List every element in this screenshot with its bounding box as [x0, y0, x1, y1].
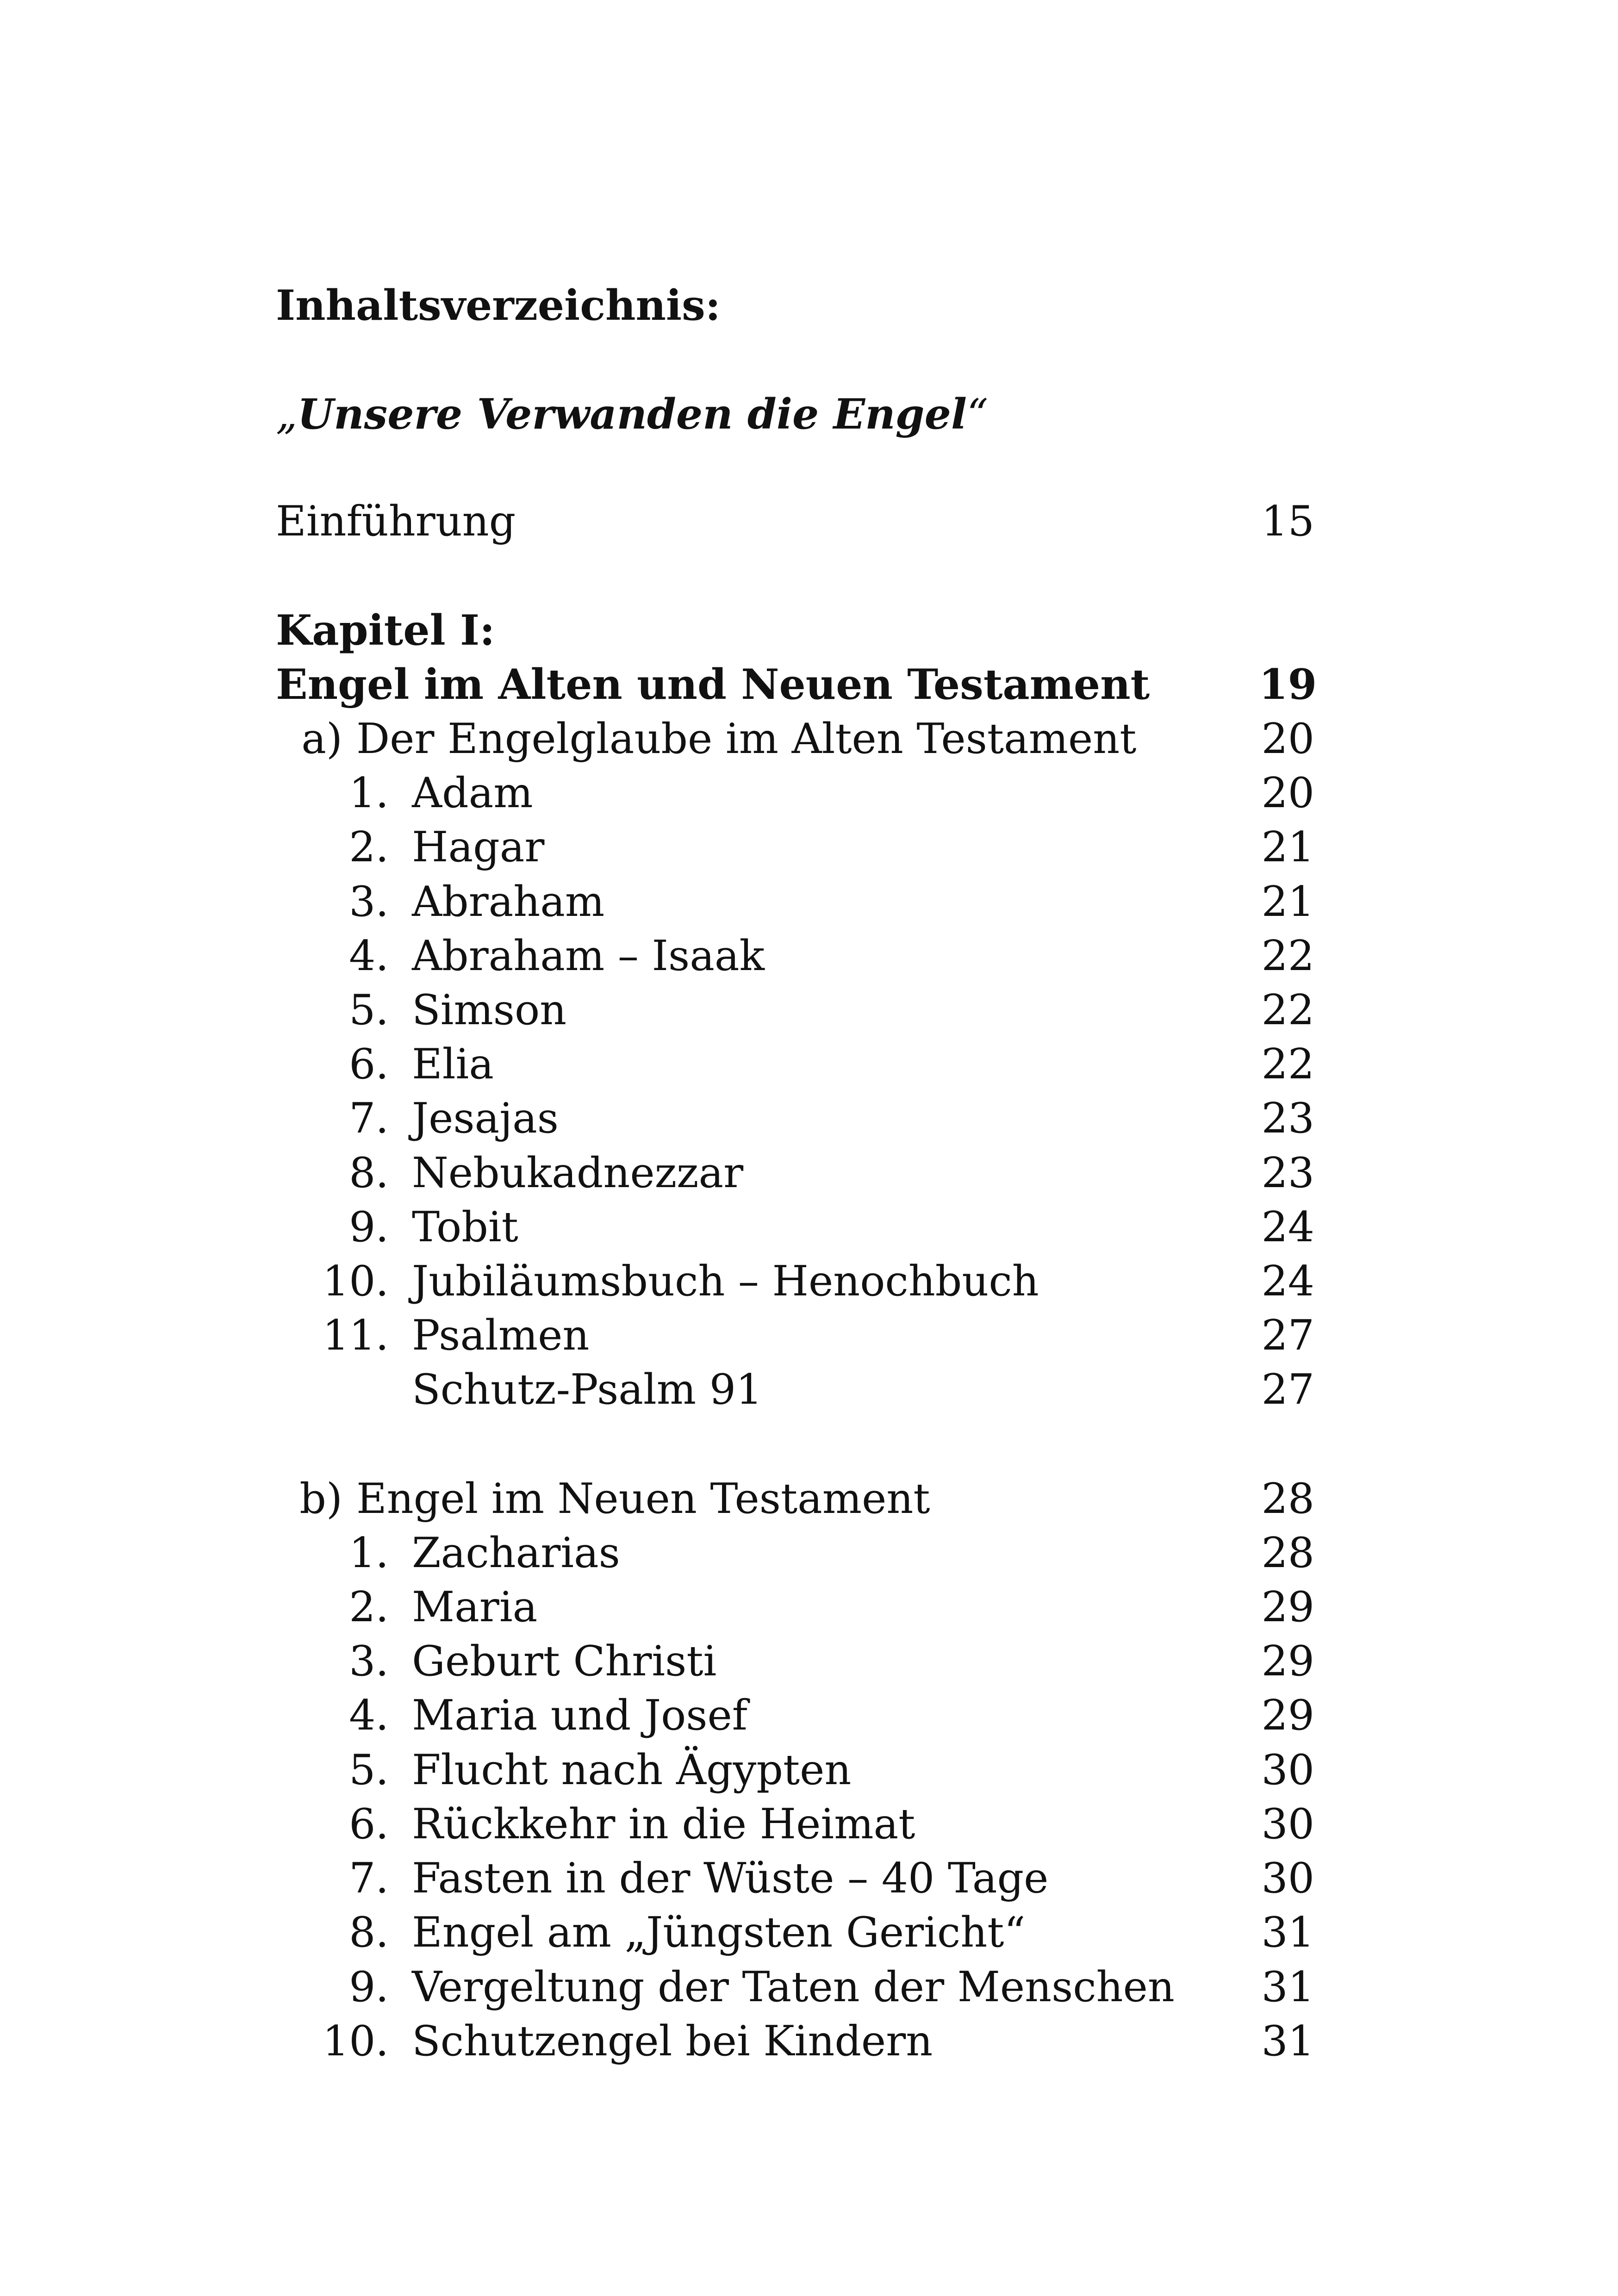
- toc-entry-page-number: 24: [1261, 1257, 1314, 1306]
- toc-entry-page-number: 30: [1261, 1854, 1314, 1903]
- toc-entry-number: 9.: [349, 1203, 389, 1251]
- toc-entry-label: Adam: [412, 769, 533, 817]
- toc-entry-label: Jubiläumsbuch – Henochbuch: [412, 1257, 1039, 1306]
- toc-entry: [0, 1688, 1618, 1743]
- toc-entry-page-number: 21: [1261, 877, 1314, 926]
- toc-entry-number: 7.: [349, 1854, 389, 1903]
- toc-entry-number: 11.: [322, 1311, 389, 1360]
- toc-entry: [0, 983, 1618, 1038]
- toc-entry: [0, 1580, 1618, 1635]
- toc-entry-page-number: 29: [1261, 1691, 1314, 1740]
- toc-entry-label: Simson: [412, 986, 567, 1034]
- toc-entry-label: Vergeltung der Taten der Menschen: [412, 1963, 1175, 2011]
- toc-entry-number: 1.: [349, 769, 389, 817]
- toc-entry: [0, 1960, 1618, 2015]
- toc-entry-page-number: 30: [1261, 1800, 1314, 1848]
- toc-entry: [0, 657, 1618, 712]
- toc-entry-page-number: 22: [1261, 1040, 1314, 1089]
- toc-entry-number: b): [299, 1475, 342, 1523]
- toc-entry-number: 10.: [322, 1257, 389, 1306]
- toc-entry-page-number: 31: [1261, 1963, 1314, 2011]
- toc-entry: [0, 1743, 1618, 1798]
- toc-entry-label: Einführung: [276, 497, 516, 546]
- toc-entry-number: 8.: [349, 1908, 389, 1957]
- toc-entry-number: 4.: [349, 932, 389, 980]
- toc-entry-number: 3.: [349, 1637, 389, 1686]
- toc-entry-page-number: 22: [1261, 932, 1314, 980]
- toc-entry-page-number: 20: [1261, 769, 1314, 817]
- toc-entry-number: 1.: [349, 1529, 389, 1577]
- toc-entry: [0, 1200, 1618, 1255]
- toc-entry-number: 8.: [349, 1149, 389, 1197]
- book-title-open-quote: „: [276, 390, 298, 439]
- toc-entry-page-number: 20: [1261, 715, 1314, 763]
- toc-entry: [0, 766, 1618, 821]
- toc-entry: [0, 1037, 1618, 1092]
- toc-entry: [0, 603, 1618, 658]
- toc-entry: [0, 1472, 1618, 1526]
- toc-entry-number: 10.: [322, 2017, 389, 2066]
- toc-entry-label: Der Engelglaube im Alten Testament: [356, 715, 1137, 763]
- toc-entry-page-number: 23: [1261, 1149, 1314, 1197]
- toc-entry-label: Engel im Neuen Testament: [356, 1475, 930, 1523]
- toc-entry-label: Nebukadnezzar: [412, 1149, 744, 1197]
- toc-entry-page-number: 27: [1261, 1311, 1314, 1360]
- toc-entry: [0, 1851, 1618, 1906]
- toc-entry-number: 5.: [349, 986, 389, 1034]
- toc-entry-number: 6.: [349, 1040, 389, 1089]
- toc-entry-page-number: 21: [1261, 823, 1314, 871]
- toc-entry-page-number: 30: [1261, 1746, 1314, 1794]
- toc-entry: [0, 1797, 1618, 1852]
- toc-entry: [0, 929, 1618, 983]
- toc-entry: [0, 2014, 1618, 2069]
- toc-entry-label: Elia: [412, 1040, 494, 1089]
- toc-entry-label: Abraham: [412, 877, 605, 926]
- toc-entry-number: a): [301, 715, 342, 763]
- toc-entry-page-number: 24: [1261, 1203, 1314, 1251]
- toc-entry-label: Kapitel I:: [276, 606, 495, 655]
- toc-entry-page-number: 27: [1261, 1365, 1314, 1414]
- toc-entry-page-number: 19: [1259, 660, 1317, 709]
- toc-entry-page-number: 31: [1261, 2017, 1314, 2066]
- book-title-text: Unsere Verwanden die Engel: [297, 390, 967, 439]
- toc-entry-label: Schutz-Psalm 91: [412, 1365, 763, 1414]
- toc-entry: [0, 1526, 1618, 1580]
- toc-entry-label: Maria: [412, 1583, 538, 1631]
- toc-entry-label: Maria und Josef: [412, 1691, 748, 1740]
- toc-entry-label: Schutzengel bei Kindern: [412, 2017, 933, 2066]
- toc-entry: [0, 820, 1618, 875]
- toc-entry-page-number: 28: [1261, 1529, 1314, 1577]
- toc-entry: [0, 494, 1618, 549]
- toc-entry-label: Engel am „Jüngsten Gericht“: [412, 1908, 1026, 1957]
- toc-entry: [0, 875, 1618, 929]
- toc-entry-label: Tobit: [412, 1203, 518, 1251]
- toc-entry-number: 3.: [349, 877, 389, 926]
- toc-entry-label: Psalmen: [412, 1311, 590, 1360]
- toc-entry-number: 2.: [349, 1583, 389, 1631]
- toc-entry-label: Rückkehr in die Heimat: [412, 1800, 915, 1848]
- toc-entry-page-number: 29: [1261, 1583, 1314, 1631]
- toc-entry-label: Fasten in der Wüste – 40 Tage: [412, 1854, 1049, 1903]
- toc-entry-number: 2.: [349, 823, 389, 871]
- toc-entry-page-number: 22: [1261, 986, 1314, 1034]
- toc-entry-page-number: 15: [1261, 497, 1314, 546]
- toc-entry-label: Abraham – Isaak: [412, 932, 765, 980]
- toc-entry: [0, 1254, 1618, 1309]
- toc-entry: [0, 712, 1618, 766]
- toc-entry: [0, 1308, 1618, 1363]
- toc-entry-number: 9.: [349, 1963, 389, 2011]
- toc-entry-number: 5.: [349, 1746, 389, 1794]
- toc-entry-page-number: 31: [1261, 1908, 1314, 1957]
- toc-entry: [0, 1905, 1618, 1960]
- toc-entry-page-number: 23: [1261, 1094, 1314, 1143]
- toc-entry-label: Engel im Alten und Neuen Testament: [276, 660, 1150, 709]
- toc-entry-page-number: 28: [1261, 1475, 1314, 1523]
- toc-entry-label: Geburt Christi: [412, 1637, 717, 1686]
- toc-entry: [0, 1363, 1618, 1417]
- toc-entry-page-number: 29: [1261, 1637, 1314, 1686]
- toc-entry-label: Zacharias: [412, 1529, 620, 1577]
- toc-entry-number: 6.: [349, 1800, 389, 1848]
- toc-entry: [0, 1634, 1618, 1689]
- toc-entry-label: Flucht nach Ägypten: [412, 1746, 852, 1794]
- book-title-close-quote: “: [967, 390, 989, 439]
- toc-entry-number: 7.: [349, 1094, 389, 1143]
- toc-entry: [0, 1091, 1618, 1146]
- toc-entry-label: Jesajas: [412, 1094, 559, 1143]
- toc-entry-label: Hagar: [412, 823, 545, 871]
- toc-entry: [0, 1146, 1618, 1201]
- toc-entry-number: 4.: [349, 1691, 389, 1740]
- toc-heading: Inhaltsverzeichnis:: [276, 281, 721, 330]
